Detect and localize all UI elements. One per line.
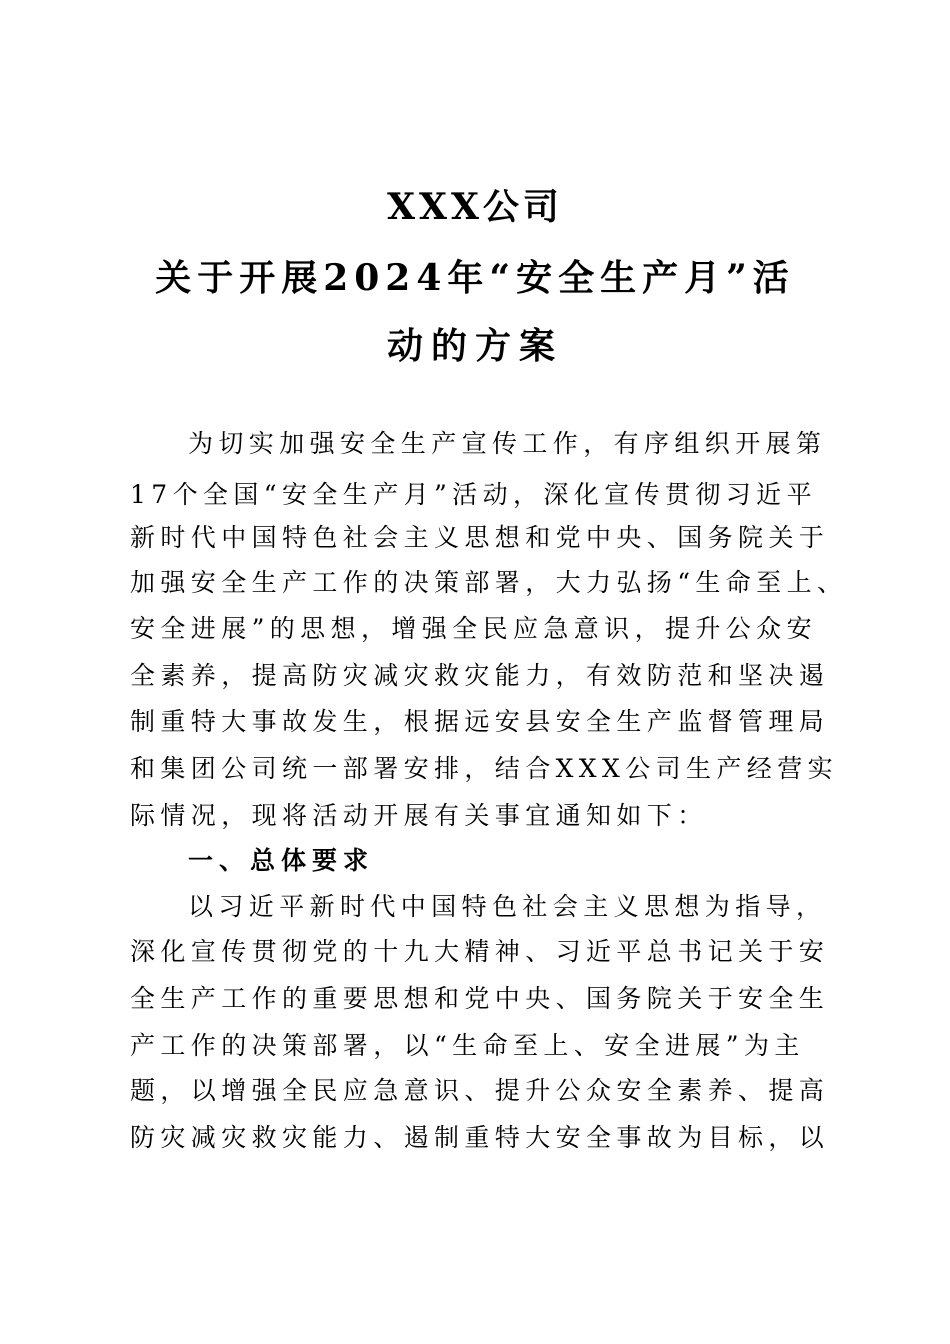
document-title-line-3: 动的方案 — [386, 325, 563, 367]
intro-paragraph-line: 17个全国“安全生产月”活动，深化宣传贯彻习近平 — [130, 480, 817, 509]
intro-paragraph-line: 为切实加强安全生产宣传工作，有序组织开展第 — [188, 429, 827, 458]
intro-paragraph-line: 新时代中国特色社会主义思想和党中央、国务院关于 — [130, 523, 830, 552]
section-paragraph-line: 题，以增强全民应急意识、提升公众安全素养、提高 — [130, 1076, 830, 1105]
section-paragraph-line: 全生产工作的重要思想和党中央、国务院关于安全生 — [130, 984, 830, 1013]
intro-paragraph-line: 加强安全生产工作的决策部署，大力弘扬“生命至上、 — [130, 568, 848, 597]
section-heading: 一、总体要求 — [188, 846, 375, 875]
document-title-line-2: 关于开展2024年“安全生产月”活 — [155, 257, 795, 299]
section-paragraph-line: 深化宣传贯彻党的十九大精神、习近平总书记关于安 — [130, 937, 830, 966]
intro-paragraph-line: 和集团公司统一部署安排，结合XXX公司生产经营实 — [130, 754, 838, 783]
section-paragraph-line: 以习近平新时代中国特色社会主义思想为指导， — [188, 892, 827, 921]
intro-paragraph-line: 际情况，现将活动开展有关事宜通知如下： — [130, 801, 708, 830]
intro-paragraph-line: 安全进展”的思想，增强全民应急意识，提升公众安 — [130, 614, 817, 643]
intro-paragraph-line: 全素养，提高防灾减灾救灾能力，有效防范和坚决遏 — [130, 661, 830, 690]
intro-paragraph-line: 制重特大事故发生，根据远安县安全生产监督管理局 — [130, 707, 830, 736]
document-title-line-1: XXX公司 — [387, 186, 563, 228]
section-paragraph-line: 防灾减灾救灾能力、遏制重特大安全事故为目标，以 — [130, 1123, 830, 1152]
section-paragraph-line: 产工作的决策部署，以“生命至上、安全进展”为主 — [130, 1031, 805, 1060]
